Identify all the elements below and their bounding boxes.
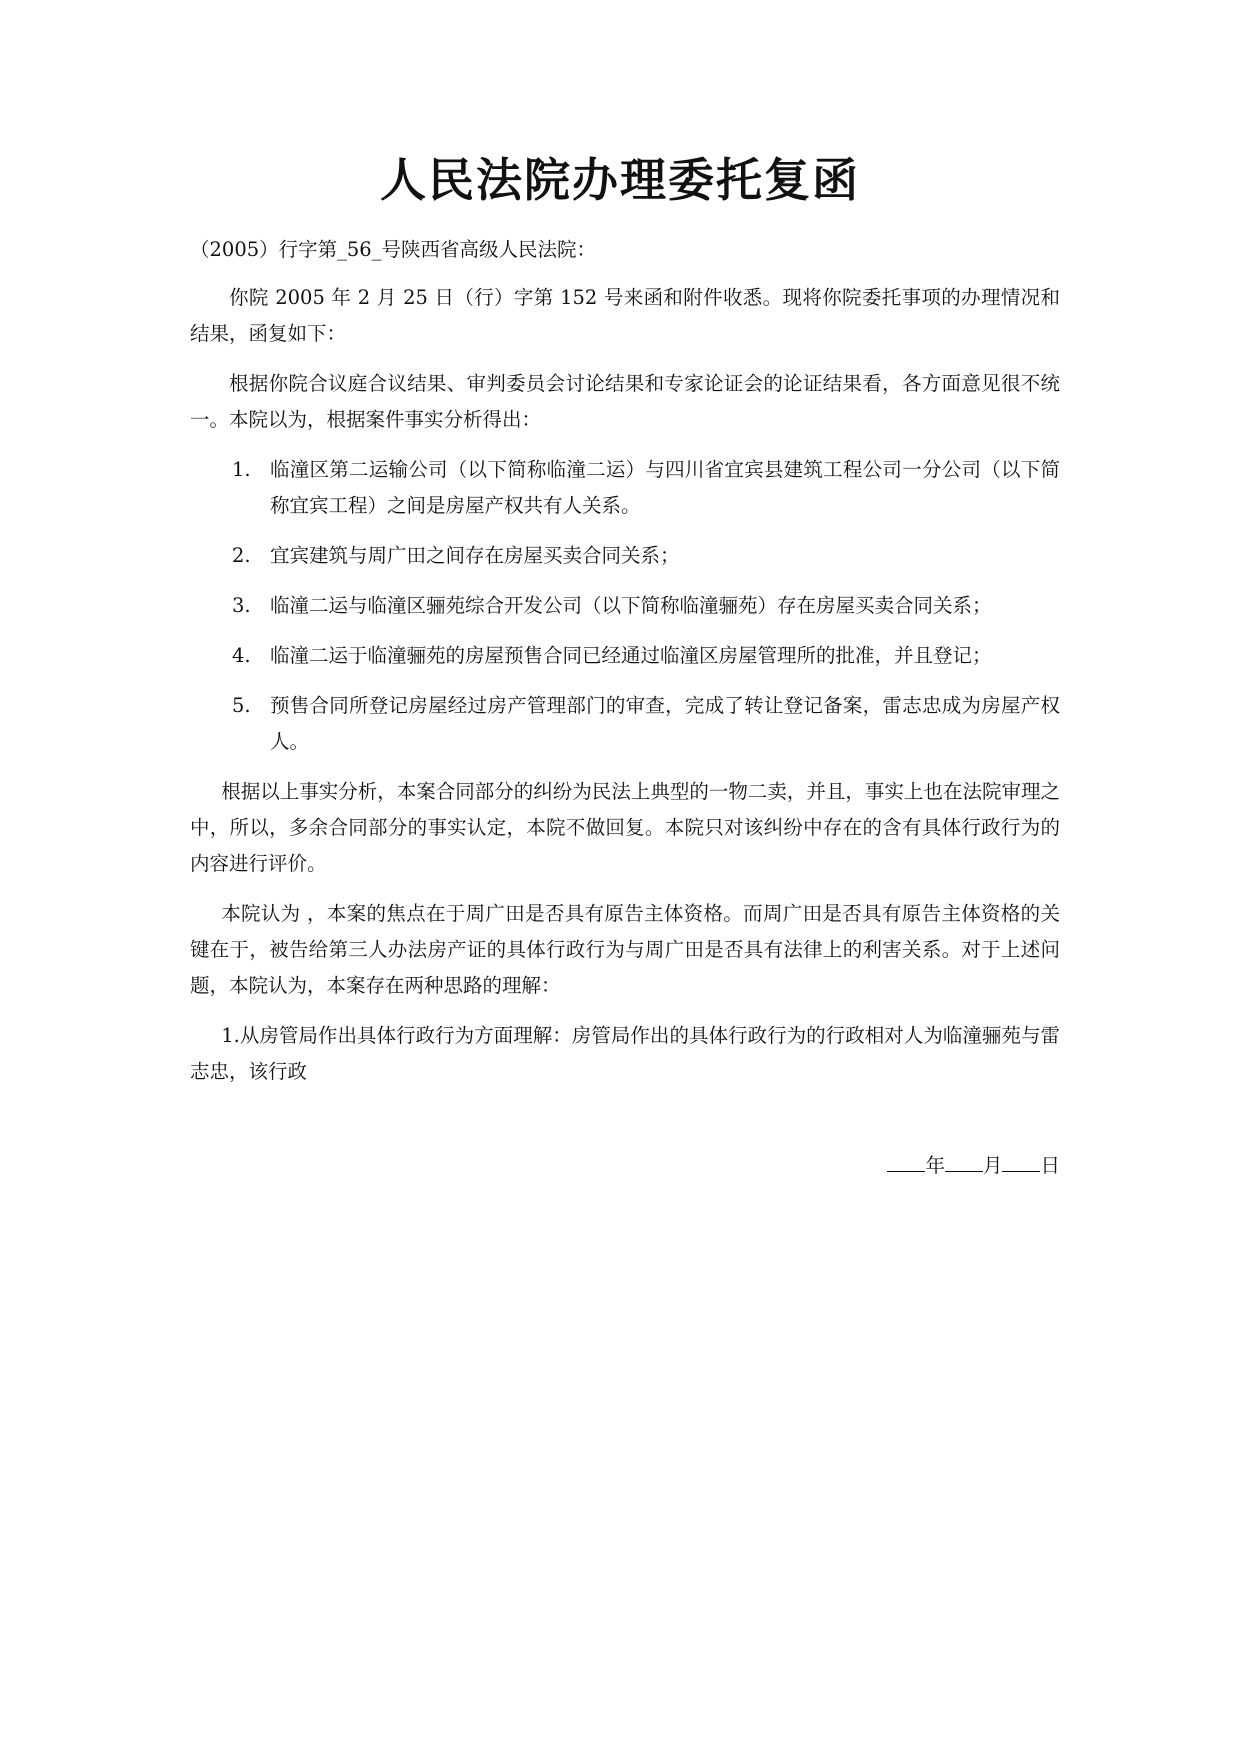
addressee-line: （2005）行字第_56_号陕西省高级人民法院： — [190, 238, 596, 261]
finding-number: 3. — [232, 594, 251, 617]
year-label: 年 — [925, 1154, 945, 1177]
year-blank — [887, 1149, 925, 1172]
finding-item — [190, 588, 1060, 624]
intro-paragraph: 你院 2005 年 2 月 25 日（行）字第 152 号来函和附件收悉。现将你院委托事项的办理情况和结果，函复如下： — [190, 286, 1060, 345]
focus-paragraph: 本院认为 ，本案的焦点在于周广田是否具有原告主体资格。而周广田是否具有原告主体资格的关键在于，被告给第三人办法房产证的具体行政行为与周广田是否具有法律上的利害关系。对于上述问题，本院认为，本案存在两种思路的理解： — [190, 902, 1060, 997]
finding-text: 宜宾建筑与周广田之间存在房屋买卖合同关系； — [270, 544, 680, 567]
document-title: 人民法院办理委托复函 — [380, 153, 860, 207]
view-one-paragraph: 1.从房管局作出具体行政行为方面理解：房管局作出的具体行政行为的行政相对人为临潼骊苑与雷志忠，该行政 — [190, 1024, 1060, 1083]
findings-list — [190, 452, 1060, 760]
finding-text: 临潼二运与临潼区骊苑综合开发公司（以下简称临潼骊苑）存在房屋买卖合同关系； — [270, 594, 992, 617]
finding-item — [190, 452, 1060, 524]
finding-number: 1. — [232, 458, 251, 481]
finding-text: 预售合同所登记房屋经过房产管理部门的审查，完成了转让登记备案，雷志忠成为房屋产权人。 — [270, 694, 1060, 753]
finding-number: 4. — [232, 644, 251, 667]
finding-item — [190, 538, 1060, 574]
finding-item — [190, 638, 1060, 674]
document-body — [190, 232, 1060, 1104]
month-label: 月 — [982, 1154, 1003, 1177]
month-blank — [945, 1149, 983, 1172]
day-label: 日 — [1040, 1154, 1060, 1177]
finding-number: 5. — [232, 694, 251, 717]
day-blank — [1002, 1149, 1040, 1172]
finding-text: 临潼二运于临潼骊苑的房屋预售合同已经通过临潼区房屋管理所的批准，并且登记； — [270, 644, 992, 667]
opinions-paragraph: 根据你院合议庭合议结果、审判委员会讨论结果和专家论证会的论证结果看，各方面意见很不统一。本院以为，根据案件事实分析得出： — [190, 372, 1060, 431]
finding-item — [190, 688, 1060, 760]
finding-number: 2. — [232, 544, 251, 567]
signature-date-line — [887, 1148, 1060, 1184]
analysis-paragraph: 根据以上事实分析，本案合同部分的纠纷为民法上典型的一物二卖，并且，事实上也在法院审理之中，所以，多余合同部分的事实认定，本院不做回复。本院只对该纠纷中存在的含有具体行政行为的内容进行评价。 — [190, 780, 1060, 875]
finding-text: 临潼区第二运输公司（以下简称临潼二运）与四川省宜宾县建筑工程公司一分公司（以下简称宜宾工程）之间是房屋产权共有人关系。 — [270, 458, 1060, 517]
